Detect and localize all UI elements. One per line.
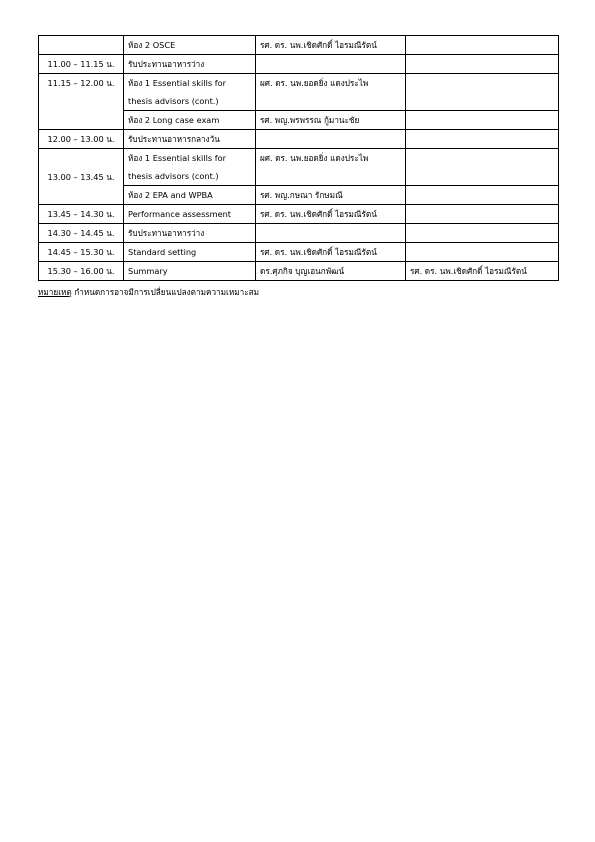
- speaker-cell: [406, 186, 559, 205]
- time-cell: 14.30 – 14.45 น.: [39, 224, 124, 243]
- time-cell: 12.00 – 13.00 น.: [39, 130, 124, 149]
- topic-cell: Standard setting: [124, 243, 256, 262]
- speaker-cell: [256, 55, 406, 74]
- speaker-cell: รศ. ดร. นพ.เชิดศักดิ์ ไอรมณีรัตน์: [406, 262, 559, 281]
- topic-cell: ห้อง 1 Essential skills for thesis advisors (cont.): [124, 149, 256, 186]
- speaker-cell: [406, 205, 559, 224]
- footnote: [38, 286, 259, 299]
- time-cell: 11.15 – 12.00 น.: [39, 74, 124, 130]
- time-cell: 15.30 – 16.00 น.: [39, 262, 124, 281]
- speaker-cell: [256, 224, 406, 243]
- speaker-cell: [406, 149, 559, 186]
- speaker-cell: [406, 36, 559, 55]
- table-row: [39, 130, 559, 149]
- speaker-cell: [406, 243, 559, 262]
- time-cell: 14.45 – 15.30 น.: [39, 243, 124, 262]
- time-cell: 13.45 – 14.30 น.: [39, 205, 124, 224]
- speaker-cell: รศ. พญ.พรพรรณ กู้มานะชัย: [256, 111, 406, 130]
- table-row: [39, 224, 559, 243]
- speaker-cell: รศ. พญ.กษณา รักษมณี: [256, 186, 406, 205]
- table-row: [39, 55, 559, 74]
- topic-cell: Performance assessment: [124, 205, 256, 224]
- table-row: [39, 205, 559, 224]
- speaker-cell: ผศ. ดร. นพ.ยอดยิ่ง แดงประไพ: [256, 74, 406, 111]
- time-cell: 11.00 – 11.15 น.: [39, 55, 124, 74]
- topic-cell: ห้อง 2 OSCE: [124, 36, 256, 55]
- speaker-cell: [406, 224, 559, 243]
- speaker-cell: [406, 74, 559, 111]
- speaker-cell: รศ. ดร. นพ.เชิดศักดิ์ ไอรมณีรัตน์: [256, 36, 406, 55]
- topic-cell: ห้อง 2 Long case exam: [124, 111, 256, 130]
- table-row: [39, 243, 559, 262]
- table-row: [39, 262, 559, 281]
- speaker-cell: [406, 111, 559, 130]
- speaker-cell: ผศ. ดร. นพ.ยอดยิ่ง แดงประไพ: [256, 149, 406, 186]
- topic-cell: ห้อง 1 Essential skills for thesis advisors (cont.): [124, 74, 256, 111]
- footnote-label: หมายเหตุ: [38, 287, 72, 297]
- topic-cell: รับประทานอาหารกลางวัน: [124, 130, 256, 149]
- schedule-table: [38, 35, 559, 281]
- speaker-cell: ดร.ศุภกิจ บุญเอนกพัฒน์: [256, 262, 406, 281]
- speaker-cell: [406, 130, 559, 149]
- speaker-cell: รศ. ดร. นพ.เชิดศักดิ์ ไอรมณีรัตน์: [256, 243, 406, 262]
- topic-cell: Summary: [124, 262, 256, 281]
- topic-cell: ห้อง 2 EPA and WPBA: [124, 186, 256, 205]
- footnote-text: กำหนดการอาจมีการเปลี่ยนแปลงตามความเหมาะสม: [71, 287, 260, 297]
- time-cell: 13.00 – 13.45 น.: [39, 149, 124, 205]
- time-cell: [39, 36, 124, 55]
- table-row: [39, 149, 559, 186]
- speaker-cell: [406, 55, 559, 74]
- table-row: [39, 36, 559, 55]
- topic-cell: รับประทานอาหารว่าง: [124, 224, 256, 243]
- speaker-cell: รศ. ดร. นพ.เชิดศักดิ์ ไอรมณีรัตน์: [256, 205, 406, 224]
- topic-cell: รับประทานอาหารว่าง: [124, 55, 256, 74]
- speaker-cell: [256, 130, 406, 149]
- table-row: [39, 74, 559, 111]
